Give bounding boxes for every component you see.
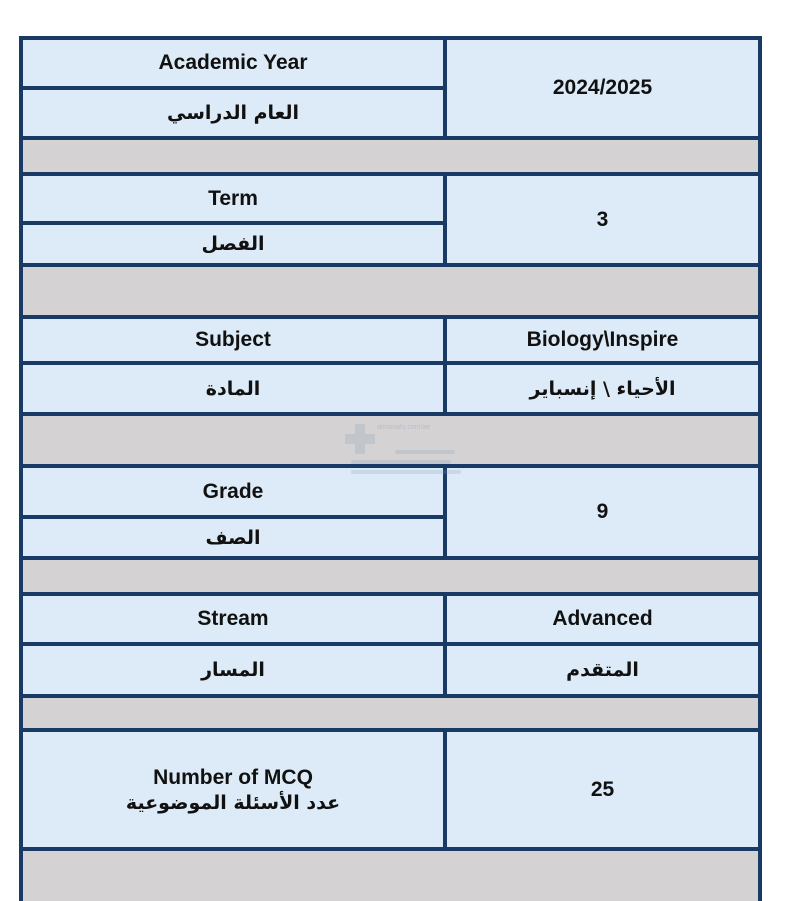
term-label-ar: الفصل xyxy=(23,225,443,263)
subject-label-en: Subject xyxy=(23,319,443,361)
mcq-label-ar: عدد الأسئلة الموضوعية xyxy=(125,791,341,814)
academic-year-label-en: Academic Year xyxy=(23,40,443,86)
term-value: 3 xyxy=(447,176,758,263)
subject-value-en: Biology\Inspire xyxy=(447,319,758,361)
subject-value-ar: الأحياء \ إنسباير xyxy=(447,365,758,412)
grade-label-en: Grade xyxy=(23,468,443,515)
academic-year-label-ar: العام الدراسي xyxy=(23,90,443,136)
watermark-url: almanahj.com/ae xyxy=(377,424,431,431)
row-spacer xyxy=(23,851,758,901)
stream-value-en: Advanced xyxy=(447,596,758,642)
row-spacer xyxy=(23,560,758,592)
row-spacer xyxy=(23,416,758,464)
row-spacer xyxy=(23,140,758,172)
mcq-label xyxy=(23,732,443,847)
row-spacer xyxy=(23,267,758,315)
academic-year-value: 2024/2025 xyxy=(447,40,758,136)
grade-label-ar: الصف xyxy=(23,519,443,556)
stream-label-ar: المسار xyxy=(23,646,443,694)
stream-label-en: Stream xyxy=(23,596,443,642)
row-spacer xyxy=(23,698,758,728)
info-sheet xyxy=(19,36,762,901)
grade-value: 9 xyxy=(447,468,758,556)
mcq-value: 25 xyxy=(447,732,758,847)
stream-value-ar: المتقدم xyxy=(447,646,758,694)
subject-label-ar: المادة xyxy=(23,365,443,412)
term-label-en: Term xyxy=(23,176,443,221)
mcq-label-en: Number of MCQ xyxy=(153,765,313,789)
